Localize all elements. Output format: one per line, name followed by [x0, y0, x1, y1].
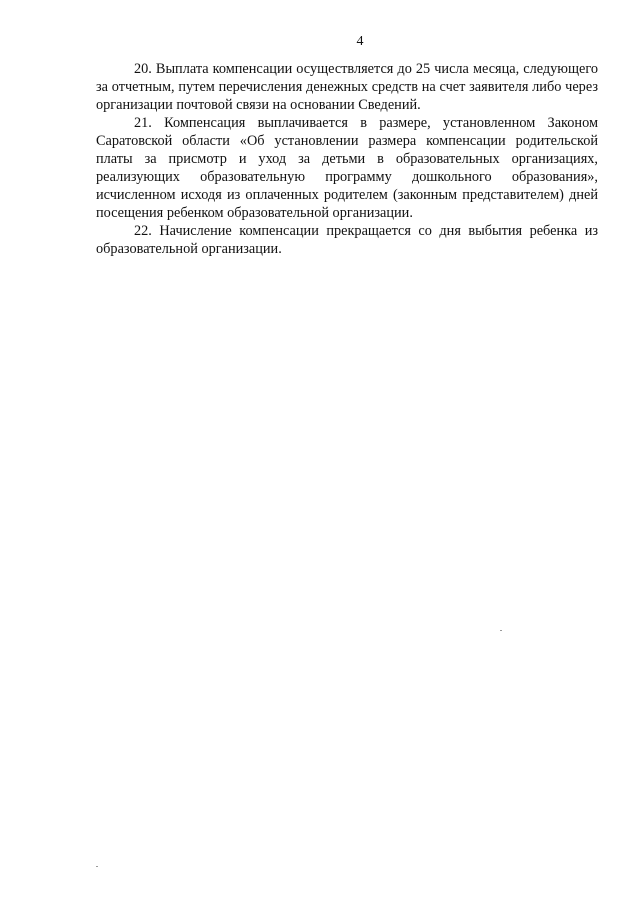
scan-speck — [96, 866, 98, 867]
paragraph-22: 22. Начисление компенсации прекращается со дня выбытия ребенка из образовательной организации. — [96, 223, 598, 257]
paragraph-21: 21. Компенсация выплачивается в размере, установленном Законом Саратовской области «Об установлении размера компенсации родительской платы за присмотр и уход за детьми в образовательных организациях, реализующих образовательную программу дошкольного образования», исчисленном исходя из оплаченных родителем (законным представителем) дней посещения ребенком образовательной организации. — [96, 115, 598, 221]
scan-speck — [500, 630, 502, 631]
page-number: 4 — [356, 34, 364, 49]
document-body — [96, 60, 598, 258]
paragraph-20: 20. Выплата компенсации осуществляется до 25 числа месяца, следующего за отчетным, путем перечисления денежных средств на счет заявителя либо через организации почтовой связи на основании Сведений. — [96, 61, 598, 113]
